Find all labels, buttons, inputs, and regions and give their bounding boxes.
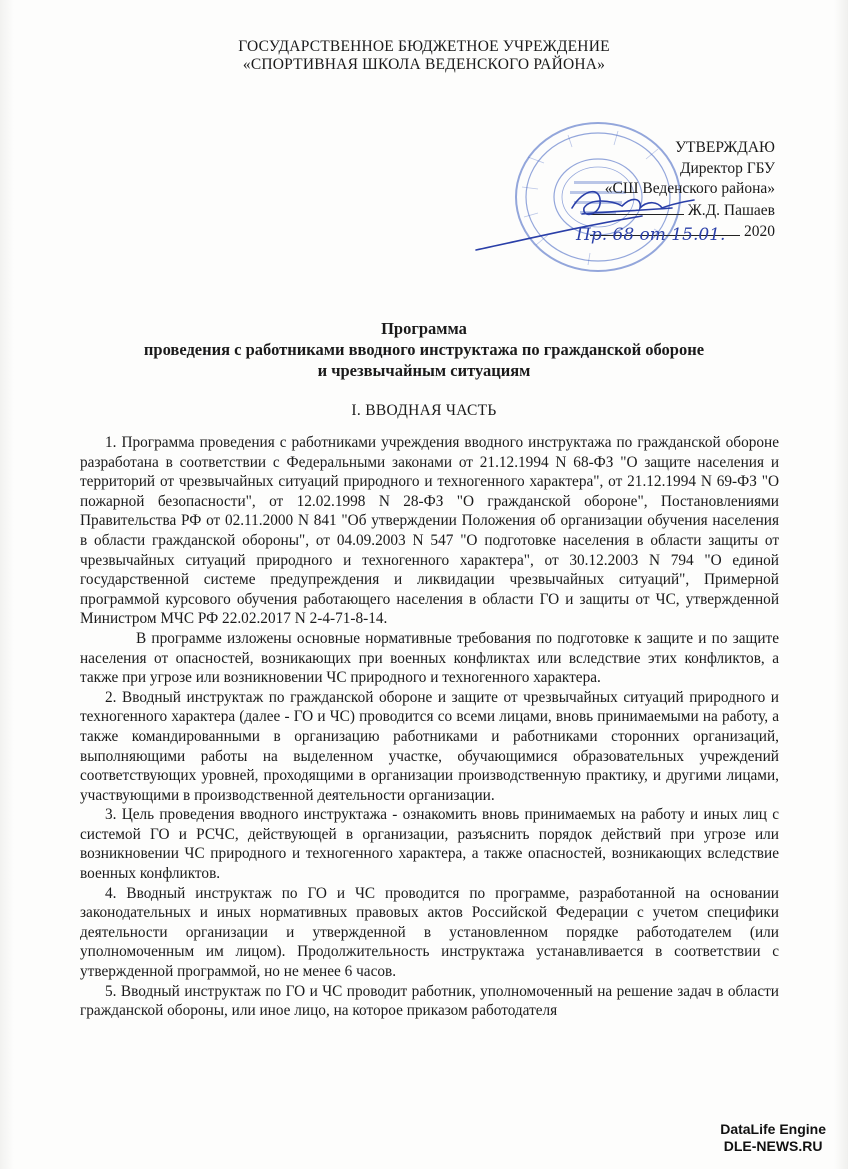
document-title	[60, 318, 788, 381]
paragraph: 5. Вводный инструктаж по ГО и ЧС проводит работник, уполномоченный на решение задач в области гражданской обороны, или иное лицо, на которое приказом работодателя	[80, 982, 779, 1020]
approval-position: Директор ГБУ	[679, 159, 775, 177]
handwritten-order-date: Пр. 68 от 15.01.	[576, 225, 726, 245]
header-line-2: «СПОРТИВНАЯ ШКОЛА ВЕДЕНСКОГО РАЙОНА»	[242, 56, 606, 73]
organization-header	[0, 38, 848, 74]
watermark-line-1: DataLife Engine	[720, 1121, 826, 1137]
document-body	[80, 433, 779, 1021]
paragraph: 1. Программа проведения с работниками учреждения вводного инструктажа по гражданской обороне разработана в соответствии с Федеральными законами от 21.12.1994 N 68-ФЗ "О защите населения и территорий от чрезвычайных ситуаций природного и техногенного характера", от 21.12.1994 N 69-ФЗ "О пожарной безопасности", от 12.02.1998 N 28-ФЗ "О гражданской обороне", Постановлениями Правительства РФ от 02.11.2000 N 841 "Об утверждении Положения об организации обучения населения в области гражданской обороны", от 04.09.2003 N 547 "О подготовке населения в области защиты от чрезвычайных ситуаций природного и техногенного характера", от 30.12.2003 N 794 "О единой государственной системе предупреждения и ликвидации чрезвычайных ситуаций", Примерной программой курсового обучения работающего населения в области ГО и защиты от ЧС, утвержденной Министром МЧС РФ 22.02.2017 N 2-4-71-8-14.	[80, 434, 779, 628]
paragraph: В программе изложены основные нормативные требования по подготовке к защите и по защите населения от опасностей, возникающих при военных конфликтах или вследствие этих конфликтов, а также при угрозе или возникновении ЧС природного и техногенного характера.	[80, 629, 779, 687]
approval-year: 2020	[744, 223, 775, 240]
approval-organization: «СШ Веденского района»	[604, 180, 775, 197]
title-line-1: Программа	[381, 319, 467, 338]
approval-label: УТВЕРЖДАЮ	[675, 139, 775, 156]
title-line-2: проведения с работниками вводного инструктажа по гражданской обороне	[143, 340, 705, 359]
header-line-1: ГОСУДАРСТВЕННОЕ БЮДЖЕТНОЕ УЧРЕЖДЕНИЕ	[238, 38, 610, 55]
title-line-3: и чрезвычайным ситуациям	[317, 361, 531, 380]
paragraph: 2. Вводный инструктаж по гражданской обороне и защите от чрезвычайных ситуаций природного и техногенного характера (далее - ГО и ЧС) проводится со всеми лицами, вновь принимаемыми на работу, а также командированными в организацию работниками и работниками сторонних организаций, выполняющими работы на выделенном участке, обучающимися образовательных учреждений соответствующих уровней, проходящими в организации производственную практику, и другими лицами, участвующими в производственной деятельности организации.	[80, 688, 779, 804]
watermark-line-2: DLE-NEWS.RU	[723, 1138, 823, 1154]
handwritten-signature	[472, 178, 772, 258]
site-watermark	[720, 1121, 826, 1155]
approval-name: Ж.Д. Пашаев	[687, 201, 775, 219]
section-heading: I. ВВОДНАЯ ЧАСТЬ	[351, 402, 497, 419]
paragraph: 3. Цель проведения вводного инструктажа - ознакомить вновь принимаемых на работу и иных лиц с системой ГО и РСЧС, действующей в организации, разъяснить порядок действий при угрозе или возникновении ЧС природного и техногенного характера, а также опасностей, возникающих вследствие военных конфликтов.	[80, 806, 779, 883]
paragraph: 4. Вводный инструктаж по ГО и ЧС проводится по программе, разработанной на основании законодательных и иных нормативных правовых актов Российской Федерации с учетом специфики деятельности организации и утвержденной в установленном порядке работодателем (или уполномоченным им лицом). Продолжительность инструктажа устанавливается в соответствии с утвержденной программой, но не менее 6 часов.	[80, 884, 779, 981]
